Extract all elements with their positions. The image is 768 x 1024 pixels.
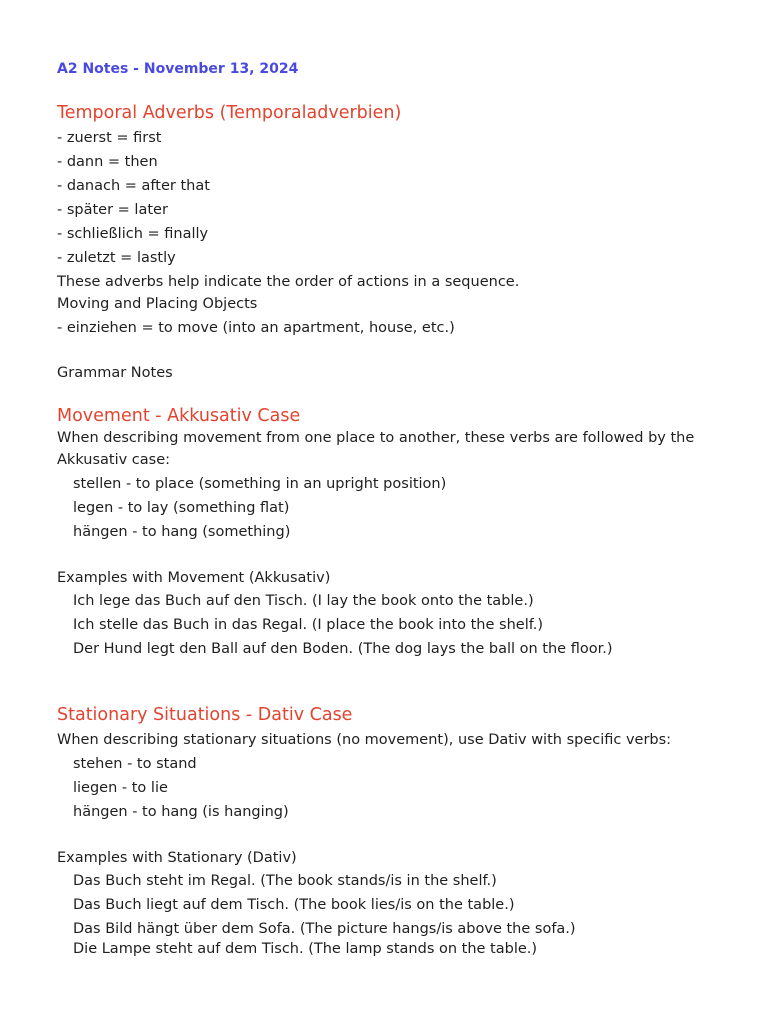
- movement-heading: Movement - Akkusativ Case: [57, 406, 301, 426]
- example-item: Ich stelle das Buch in das Regal. (I place the book into the shelf.): [73, 617, 544, 633]
- list-item: - später = later: [57, 202, 168, 218]
- example-item: Der Hund legt den Ball auf den Boden. (The dog lays the ball on the floor.): [73, 641, 613, 657]
- list-item: - dann = then: [57, 154, 158, 170]
- verb-item: stellen - to place (something in an upright position): [73, 476, 447, 492]
- movement-examples-label: Examples with Movement (Akkusativ): [57, 570, 331, 586]
- temporal-adverbs-heading: Temporal Adverbs (Temporaladverbien): [57, 103, 402, 123]
- example-item: Das Bild hängt über dem Sofa. (The picture hangs/is above the sofa.): [73, 921, 576, 937]
- verb-item: hängen - to hang (is hanging): [73, 804, 289, 820]
- example-item: Ich lege das Buch auf den Tisch. (I lay the book onto the table.): [73, 593, 534, 609]
- date-title: A2 Notes - November 13, 2024: [57, 61, 299, 77]
- movement-intro-line-2: Akkusativ case:: [57, 452, 171, 468]
- list-item: - einziehen = to move (into an apartment, house, etc.): [57, 320, 455, 336]
- stationary-examples-label: Examples with Stationary (Dativ): [57, 850, 297, 866]
- list-item: - danach = after that: [57, 178, 210, 194]
- verb-item: hängen - to hang (something): [73, 524, 291, 540]
- example-item: Die Lampe steht auf dem Tisch. (The lamp stands on the table.): [73, 941, 538, 957]
- verb-item: stehen - to stand: [73, 756, 197, 772]
- list-item: - schließlich = finally: [57, 226, 209, 242]
- list-item: - zuletzt = lastly: [57, 250, 176, 266]
- stationary-heading: Stationary Situations - Dativ Case: [57, 705, 353, 725]
- moving-placing-subheading: Moving and Placing Objects: [57, 296, 258, 312]
- grammar-notes-label: Grammar Notes: [57, 365, 173, 381]
- list-item: - zuerst = first: [57, 130, 162, 146]
- temporal-note: These adverbs help indicate the order of actions in a sequence.: [57, 274, 520, 290]
- example-item: Das Buch liegt auf dem Tisch. (The book lies/is on the table.): [73, 897, 515, 913]
- movement-intro-line-1: When describing movement from one place to another, these verbs are followed by the: [57, 430, 695, 446]
- example-item: Das Buch steht im Regal. (The book stands/is in the shelf.): [73, 873, 497, 889]
- verb-item: legen - to lay (something flat): [73, 500, 290, 516]
- verb-item: liegen - to lie: [73, 780, 168, 796]
- stationary-intro: When describing stationary situations (no movement), use Dativ with specific verbs:: [57, 732, 672, 748]
